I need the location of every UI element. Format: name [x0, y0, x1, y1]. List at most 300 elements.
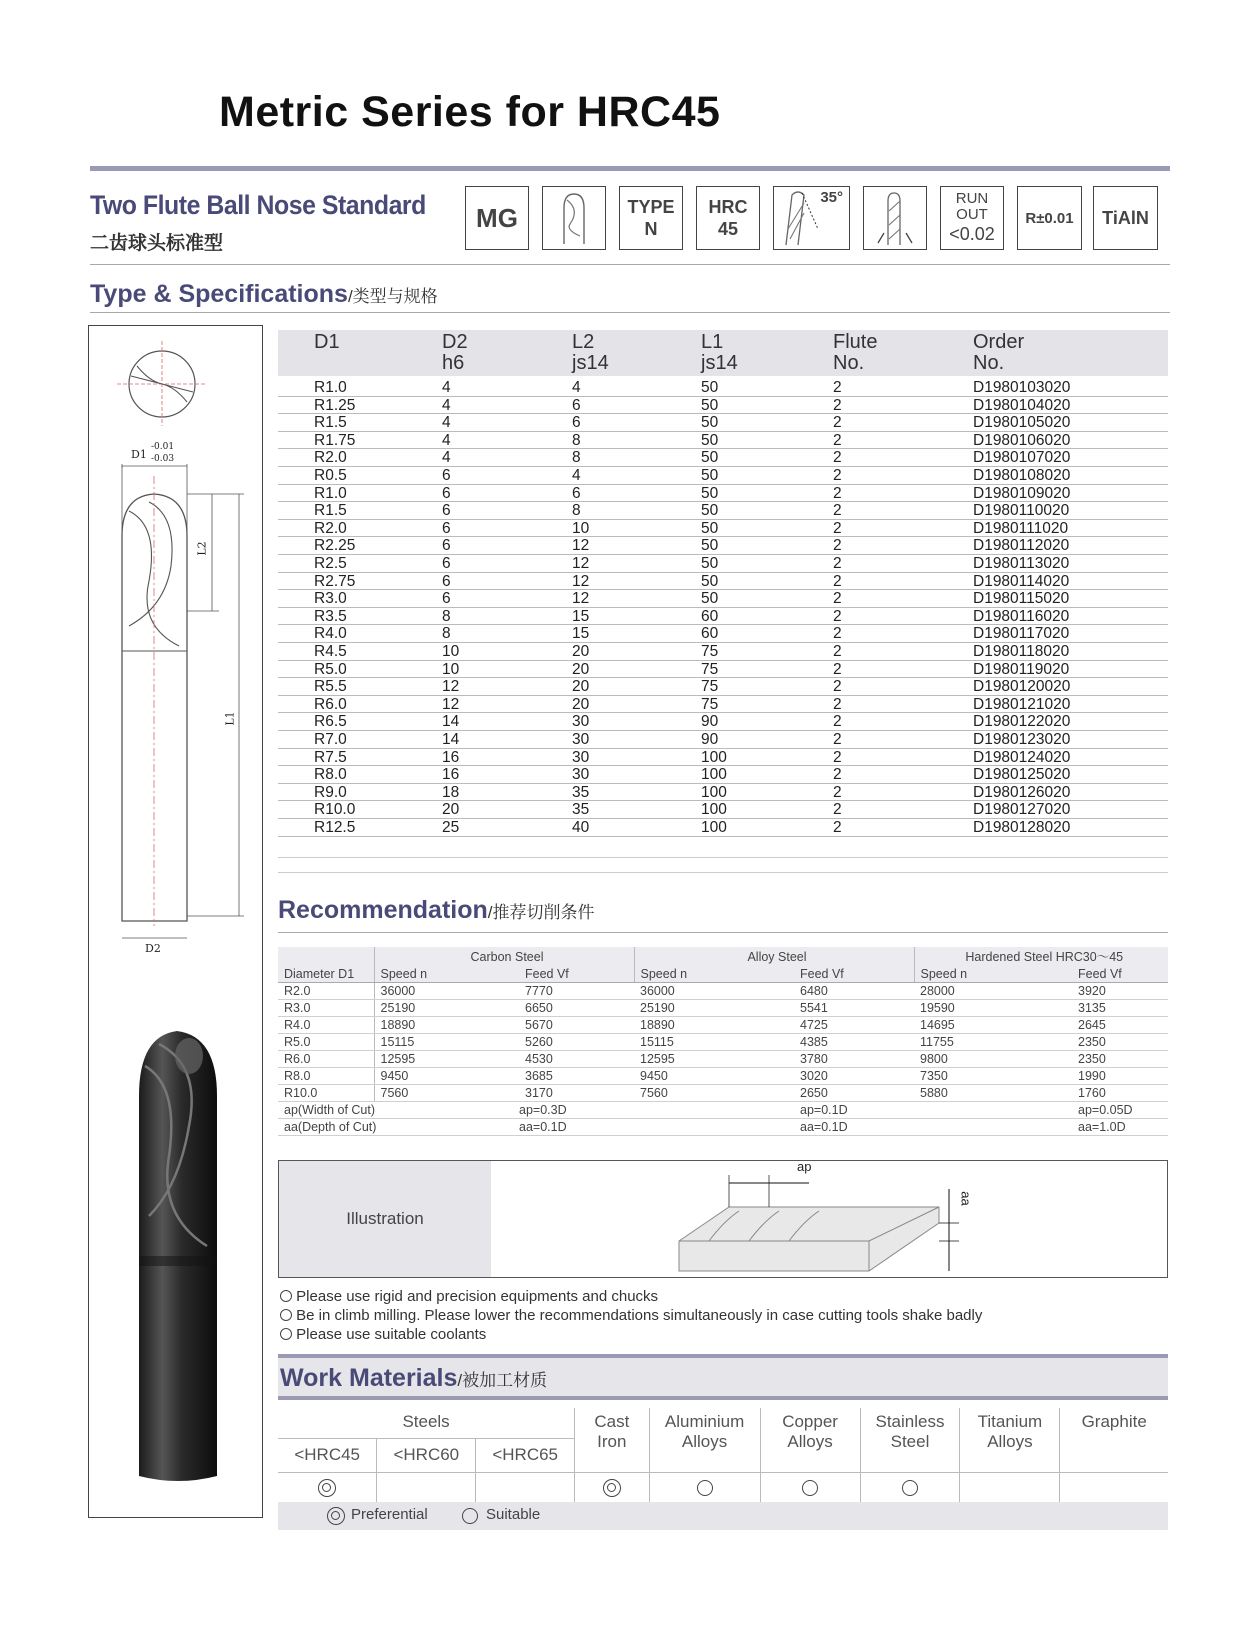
- spec-cell-l1: 50: [701, 467, 719, 484]
- spec-cell-order: D1980122020: [973, 713, 1071, 731]
- d1-label: D1: [131, 448, 147, 461]
- spec-cell-d2: 4: [442, 379, 451, 396]
- badge-type-line1: TYPE: [627, 197, 675, 217]
- rec-aa-carbon: aa=0.1D: [519, 1119, 794, 1136]
- spec-cell-d2: 4: [442, 396, 451, 414]
- spec-col-d1: [314, 332, 340, 353]
- spec-heading-en: Type & Specifications: [90, 280, 348, 308]
- spec-cell-flute: 2: [833, 396, 842, 414]
- suitable-icon: [902, 1480, 918, 1496]
- illustration-box: [278, 1160, 1168, 1278]
- spec-cell-d2: 8: [442, 607, 451, 625]
- badge-runout: [940, 186, 1004, 250]
- spec-cell-d1: R12.5: [314, 819, 356, 836]
- spec-cell-order: D1980128020: [973, 819, 1071, 836]
- spec-heading: [90, 280, 438, 309]
- spec-cell-l1: 50: [701, 414, 719, 432]
- wm-legend: [278, 1502, 1168, 1530]
- rec-sub-3: Speed n: [634, 966, 794, 983]
- rec-cell: 7560: [374, 1085, 519, 1102]
- spec-cell-d2: 4: [442, 431, 451, 449]
- rec-group-header: [278, 947, 1168, 966]
- suitable-icon: [697, 1480, 713, 1496]
- rec-sub-1: Speed n: [374, 966, 519, 983]
- rec-cell: 19590: [914, 1000, 1072, 1017]
- spec-cell-l2: 35: [572, 801, 590, 819]
- spec-cell-order: D1980111020: [973, 519, 1069, 537]
- spec-cell-l1: 75: [701, 643, 719, 660]
- table-row: [278, 431, 1168, 450]
- spec-cell-order: D1980124020: [973, 748, 1071, 766]
- rec-cell: 5880: [914, 1085, 1072, 1102]
- wm-titanium: [960, 1408, 1060, 1472]
- spec-cell-l1: 50: [701, 396, 719, 414]
- spec-cell-order: D1980105020: [973, 414, 1071, 432]
- spec-cell-d1: R3.0: [314, 590, 347, 608]
- table-row: [278, 712, 1168, 731]
- rec-group-blank: [278, 947, 374, 966]
- table-row: [278, 677, 1168, 696]
- table-row: [278, 519, 1168, 538]
- rec-cell: 7350: [914, 1068, 1072, 1085]
- spec-col-d2-l1: D2: [442, 331, 468, 353]
- spec-cell-flute: 2: [833, 748, 842, 766]
- product-name-cn: 二齿球头标准型: [90, 233, 224, 254]
- spec-cell-flute: 2: [833, 467, 842, 484]
- legend-preferential: Preferential: [351, 1506, 428, 1523]
- product-name-en: Two Flute Ball Nose Standard: [90, 190, 426, 220]
- flute-rotation-icon: [872, 189, 918, 247]
- note-3-text: Please use suitable coolants: [296, 1326, 487, 1343]
- wm-hrc60: <HRC60: [377, 1438, 476, 1472]
- table-row: [278, 642, 1168, 661]
- aa-label: aa: [958, 1191, 974, 1206]
- wm-stainless-l1: Stainless: [875, 1412, 945, 1431]
- spec-cell-order: D1980117020: [973, 625, 1070, 643]
- table-row: [278, 1000, 1168, 1017]
- rec-cell: 1990: [1072, 1068, 1168, 1085]
- spec-cell-l1: 50: [701, 572, 719, 590]
- spec-cell-l1: 50: [701, 519, 719, 537]
- rec-cell: 18890: [634, 1017, 794, 1034]
- recommendation-table: [278, 947, 1168, 1136]
- spec-cell-d2: 4: [442, 449, 451, 467]
- spec-cell-l1: 50: [701, 431, 719, 449]
- rec-group-hardened: Hardened Steel HRC30～45: [914, 947, 1168, 966]
- rec-cell: 7770: [519, 983, 634, 1000]
- rec-cell: 15115: [374, 1034, 519, 1051]
- rec-sub-5: Speed n: [914, 966, 1072, 983]
- spec-table-header: [278, 330, 1168, 376]
- table-row: [278, 1068, 1168, 1085]
- spec-cell-l1: 50: [701, 537, 719, 555]
- wm-hrc45: <HRC45: [278, 1438, 377, 1472]
- spec-col-l2-l1: L2: [572, 331, 595, 353]
- rec-ap-carbon: ap=0.3D: [519, 1102, 794, 1119]
- table-row: [278, 730, 1168, 749]
- spec-cell-order: D1980113020: [973, 555, 1070, 572]
- wm-aluminium: [649, 1408, 760, 1472]
- rec-cell: 12595: [374, 1051, 519, 1068]
- spec-cell-d1: R3.5: [314, 607, 347, 625]
- table-row: [278, 413, 1168, 432]
- spec-cell-flute: 2: [833, 572, 842, 590]
- wm-aluminium-l1: Aluminium: [664, 1412, 745, 1431]
- spec-cell-order: D1980106020: [973, 431, 1071, 449]
- rec-cell: 3685: [519, 1068, 634, 1085]
- spec-cell-d1: R2.0: [314, 519, 347, 537]
- tool-product-photo: [89, 1016, 262, 1516]
- spec-cell-d1: R6.5: [314, 713, 347, 731]
- spec-cell-order: D1980103020: [973, 379, 1071, 396]
- spec-cell-order: D1980115020: [973, 590, 1070, 608]
- spec-cell-d2: 12: [442, 695, 460, 713]
- spec-cell-l1: 50: [701, 484, 719, 502]
- spec-col-order-l1: Order: [973, 331, 1025, 353]
- badge-type-line2: N: [644, 219, 658, 239]
- table-row: [278, 448, 1168, 467]
- spec-cell-d2: 12: [442, 678, 460, 696]
- rec-cell: 36000: [374, 983, 519, 1000]
- spec-cell-l2: 15: [572, 625, 590, 643]
- table-row: [278, 501, 1168, 520]
- rec-cell: R3.0: [278, 1000, 374, 1017]
- d1-tol-lower: -0.03: [151, 454, 175, 464]
- spec-cell-d2: 4: [442, 414, 451, 432]
- spec-cell-l2: 35: [572, 783, 590, 801]
- badge-coating-label: TiAlN: [1102, 207, 1149, 228]
- table-row: [278, 396, 1168, 415]
- work-materials-heading-cn: /被加工材质: [457, 1371, 548, 1390]
- spec-cell-d1: R7.5: [314, 748, 347, 766]
- badge-type: [619, 186, 683, 250]
- table-row: [278, 783, 1168, 802]
- rec-cell: 11755: [914, 1034, 1072, 1051]
- rec-cell: 3020: [794, 1068, 914, 1085]
- spec-table-end-line-2: [278, 872, 1168, 873]
- badge-hrc-line2: 45: [717, 219, 739, 239]
- badge-hrc: [696, 186, 760, 250]
- d1-tol-upper: -0.01: [151, 442, 175, 452]
- spec-cell-flute: 2: [833, 484, 842, 502]
- spec-cell-flute: 2: [833, 801, 842, 819]
- spec-cell-order: D1980108020: [973, 467, 1071, 484]
- spec-cell-order: D1980112020: [973, 537, 1070, 555]
- rec-sub-0: Diameter D1: [278, 966, 374, 983]
- spec-cell-order: D1980118020: [973, 643, 1070, 660]
- spec-cell-order: D1980126020: [973, 783, 1071, 801]
- wm-titanium-l2: Alloys: [987, 1432, 1033, 1451]
- rec-cell: 3920: [1072, 983, 1168, 1000]
- page-title: Metric Series for HRC45: [219, 88, 721, 136]
- spec-col-order: [973, 332, 1024, 374]
- spec-cell-l2: 15: [572, 607, 590, 625]
- wm-cast-iron-l2: Iron: [597, 1432, 627, 1451]
- spec-cell-flute: 2: [833, 607, 842, 625]
- rec-cell: 9800: [914, 1051, 1072, 1068]
- rec-cell: 3135: [1072, 1000, 1168, 1017]
- spec-cell-flute: 2: [833, 695, 842, 713]
- spec-cell-d1: R8.0: [314, 766, 347, 784]
- badge-ball-icon: [542, 186, 606, 250]
- spec-cell-l1: 60: [701, 625, 719, 643]
- badge-runout-line1: RUN: [955, 190, 989, 207]
- rec-cell: 3170: [519, 1085, 634, 1102]
- rec-group-alloy: Alloy Steel: [634, 947, 914, 966]
- spec-cell-flute: 2: [833, 414, 842, 432]
- wm-graphite: Graphite: [1060, 1408, 1168, 1472]
- rec-cell: 5670: [519, 1017, 634, 1034]
- spec-cell-l2: 40: [572, 819, 590, 836]
- spec-col-flute-l2: No.: [833, 352, 865, 374]
- spec-cell-flute: 2: [833, 731, 842, 748]
- spec-cell-l2: 6: [572, 396, 581, 414]
- legend-suitable: Suitable: [486, 1506, 541, 1523]
- note-1: [280, 1288, 658, 1305]
- spec-cell-order: D1980109020: [973, 484, 1071, 502]
- spec-cell-l2: 30: [572, 731, 590, 748]
- rec-table-body: [278, 983, 1168, 1102]
- table-row: [278, 818, 1168, 837]
- table-row: [278, 1051, 1168, 1068]
- spec-cell-l2: 8: [572, 431, 581, 449]
- rec-cell: 9450: [634, 1068, 794, 1085]
- spec-cell-l1: 100: [701, 748, 727, 766]
- work-materials-table: [278, 1408, 1168, 1509]
- spec-cell-d1: R5.0: [314, 660, 347, 678]
- spec-col-l2-l2: js14: [572, 352, 609, 374]
- rec-ap-row: [278, 1102, 1168, 1119]
- spec-cell-flute: 2: [833, 555, 842, 572]
- wm-copper-l1: Copper: [782, 1412, 838, 1431]
- spec-cell-d1: R10.0: [314, 801, 356, 819]
- spec-cell-l1: 90: [701, 731, 719, 748]
- rec-aa-alloy: aa=0.1D: [794, 1119, 1072, 1136]
- rec-cell: 7560: [634, 1085, 794, 1102]
- spec-cell-l2: 20: [572, 660, 590, 678]
- badge-radius-label: R±0.01: [1025, 209, 1074, 227]
- table-row: [278, 660, 1168, 679]
- spec-cell-flute: 2: [833, 678, 842, 696]
- spec-cell-flute: 2: [833, 519, 842, 537]
- spec-table-end-line: [278, 857, 1168, 858]
- spec-cell-l1: 90: [701, 713, 719, 731]
- note-1-text: Please use rigid and precision equipments and chucks: [296, 1288, 659, 1305]
- spec-col-flute-l1: Flute: [833, 331, 878, 353]
- spec-heading-cn: /类型与规格: [347, 287, 438, 306]
- spec-cell-l2: 30: [572, 748, 590, 766]
- rec-cell: R4.0: [278, 1017, 374, 1034]
- rec-cell: 2645: [1072, 1017, 1168, 1034]
- rec-cell: 25190: [374, 1000, 519, 1017]
- rec-cell: 5260: [519, 1034, 634, 1051]
- spec-cell-flute: 2: [833, 625, 842, 643]
- spec-cell-order: D1980110020: [973, 502, 1070, 520]
- spec-cell-l2: 12: [572, 572, 590, 590]
- spec-cell-flute: 2: [833, 449, 842, 467]
- spec-cell-l1: 50: [701, 555, 719, 572]
- rec-cell: 2650: [794, 1085, 914, 1102]
- spec-cell-d1: R1.0: [314, 379, 347, 396]
- spec-cell-d1: R4.0: [314, 625, 347, 643]
- rec-sub-6: Feed Vf: [1072, 966, 1168, 983]
- wm-cast-iron: [575, 1408, 649, 1472]
- spec-cell-d1: R2.0: [314, 449, 347, 467]
- table-row: [278, 1034, 1168, 1051]
- title-divider: [90, 166, 1170, 171]
- spec-cell-l2: 8: [572, 449, 581, 467]
- table-row: [278, 983, 1168, 1000]
- rec-cell: 4530: [519, 1051, 634, 1068]
- spec-cell-l1: 75: [701, 695, 719, 713]
- spec-col-l1: [701, 332, 738, 374]
- spec-cell-l2: 20: [572, 643, 590, 660]
- wm-aluminium-l2: Alloys: [681, 1432, 728, 1451]
- table-row: [278, 1085, 1168, 1102]
- wm-header-row-1: [278, 1408, 1168, 1438]
- spec-cell-d2: 10: [442, 660, 460, 678]
- spec-cell-d2: 25: [442, 819, 460, 836]
- table-row: [278, 765, 1168, 784]
- rec-cell: 25190: [634, 1000, 794, 1017]
- spec-cell-d2: 6: [442, 537, 451, 555]
- table-row: [278, 624, 1168, 643]
- spec-cell-l2: 4: [572, 467, 581, 484]
- spec-cell-d2: 14: [442, 713, 460, 731]
- table-row: [278, 378, 1168, 397]
- spec-cell-d2: 18: [442, 783, 460, 801]
- rec-cell: 14695: [914, 1017, 1072, 1034]
- header-divider: [90, 264, 1170, 265]
- wm-stainless-l2: Steel: [890, 1432, 930, 1451]
- table-row: [278, 589, 1168, 608]
- rec-sub-header: [278, 966, 1168, 983]
- spec-cell-order: D1980116020: [973, 607, 1070, 625]
- spec-cell-d2: 14: [442, 731, 460, 748]
- table-row: [278, 800, 1168, 819]
- spec-cell-order: D1980114020: [973, 572, 1070, 590]
- spec-col-l1-l2: js14: [701, 352, 738, 374]
- badge-flute-rotation: [863, 186, 927, 250]
- spec-col-d1-l1: D1: [314, 331, 340, 353]
- spec-heading-divider: [90, 312, 1170, 313]
- spec-cell-d1: R4.5: [314, 643, 347, 660]
- rec-cell: 36000: [634, 983, 794, 1000]
- spec-cell-l2: 30: [572, 713, 590, 731]
- rec-cell: R2.0: [278, 983, 374, 1000]
- spec-cell-l1: 50: [701, 379, 719, 396]
- table-row: [278, 466, 1168, 485]
- spec-cell-flute: 2: [833, 590, 842, 608]
- rec-group-carbon: Carbon Steel: [374, 947, 634, 966]
- spec-cell-l2: 8: [572, 502, 581, 520]
- badge-radius-tolerance: [1017, 186, 1082, 250]
- rec-cell: 4385: [794, 1034, 914, 1051]
- spec-cell-l2: 20: [572, 678, 590, 696]
- rec-cell: 28000: [914, 983, 1072, 1000]
- spec-cell-d1: R5.5: [314, 678, 347, 696]
- spec-cell-l1: 75: [701, 660, 719, 678]
- spec-cell-d2: 6: [442, 467, 451, 484]
- spec-cell-l2: 30: [572, 766, 590, 784]
- spec-cell-flute: 2: [833, 502, 842, 520]
- spec-cell-l2: 4: [572, 379, 581, 396]
- rec-cell: 2350: [1072, 1051, 1168, 1068]
- wm-hrc65: <HRC65: [476, 1438, 575, 1472]
- spec-cell-d2: 16: [442, 766, 460, 784]
- spec-cell-l1: 100: [701, 801, 727, 819]
- spec-cell-flute: 2: [833, 819, 842, 836]
- work-materials-heading-en: Work Materials: [280, 1364, 458, 1392]
- tool-panel: [88, 325, 263, 1518]
- l2-label: L2: [195, 541, 209, 556]
- rec-cell: 6650: [519, 1000, 634, 1017]
- spec-cell-d2: 6: [442, 555, 451, 572]
- cut-diagram: [669, 1161, 1089, 1277]
- spec-cell-flute: 2: [833, 783, 842, 801]
- spec-cell-l2: 12: [572, 555, 590, 572]
- spec-cell-order: D1980127020: [973, 801, 1071, 819]
- recommendation-divider: [278, 932, 1168, 933]
- badge-coating: [1093, 186, 1158, 250]
- spec-cell-d1: R2.75: [314, 572, 356, 590]
- spec-col-d2: [442, 332, 468, 374]
- spec-cell-flute: 2: [833, 713, 842, 731]
- spec-cell-l2: 20: [572, 695, 590, 713]
- spec-cell-d2: 10: [442, 643, 460, 660]
- spec-cell-d1: R2.25: [314, 537, 356, 555]
- table-row: [278, 1017, 1168, 1034]
- spec-cell-flute: 2: [833, 537, 842, 555]
- ball-nose-icon: [554, 190, 594, 246]
- table-row: [278, 695, 1168, 714]
- spec-cell-order: D1980121020: [973, 695, 1071, 713]
- spec-cell-order: D1980123020: [973, 731, 1071, 748]
- spec-cell-d1: R1.75: [314, 431, 356, 449]
- rec-cell: 2350: [1072, 1034, 1168, 1051]
- spec-cell-flute: 2: [833, 766, 842, 784]
- bullet-icon: [280, 1290, 292, 1302]
- spec-cell-flute: 2: [833, 660, 842, 678]
- recommendation-heading: [278, 896, 595, 925]
- rec-cell: R5.0: [278, 1034, 374, 1051]
- spec-cell-d2: 8: [442, 625, 451, 643]
- spec-col-flute: [833, 332, 877, 374]
- table-row: [278, 554, 1168, 573]
- spec-cell-d1: R1.5: [314, 414, 347, 432]
- spec-cell-flute: 2: [833, 643, 842, 660]
- spec-cell-d1: R1.0: [314, 484, 347, 502]
- spec-cell-order: D1980104020: [973, 396, 1071, 414]
- wm-copper: [760, 1408, 860, 1472]
- spec-cell-l2: 12: [572, 590, 590, 608]
- wm-stainless: [860, 1408, 960, 1472]
- spec-cell-d2: 6: [442, 519, 451, 537]
- recommendation-heading-en: Recommendation: [278, 896, 488, 924]
- table-row: [278, 607, 1168, 626]
- tool-technical-drawing: [89, 326, 262, 966]
- bullet-icon: [280, 1328, 292, 1340]
- rec-ap-label: ap(Width of Cut): [278, 1102, 519, 1119]
- spec-cell-l1: 100: [701, 766, 727, 784]
- suitable-icon: [462, 1508, 478, 1524]
- ap-label: ap: [797, 1159, 812, 1174]
- illustration-label: Illustration: [346, 1209, 424, 1228]
- spec-cell-l2: 12: [572, 537, 590, 555]
- spec-col-l2: [572, 332, 609, 374]
- spec-cell-l1: 50: [701, 449, 719, 467]
- spec-cell-l1: 50: [701, 502, 719, 520]
